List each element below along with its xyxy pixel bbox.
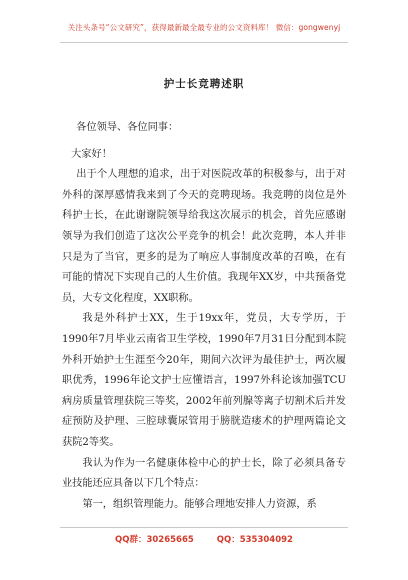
document-body	[62, 118, 346, 515]
greeting: 大家好！	[71, 148, 112, 160]
qq-group-text: QQ群：30265665	[115, 535, 194, 545]
header-divider	[60, 42, 348, 43]
footer-contact	[0, 533, 408, 545]
paragraph: 第一，组织管理能力。能够合理地安排人力资源，系	[82, 498, 317, 510]
qq-number-text: QQ：535304092	[216, 535, 293, 545]
paragraph: 我是外科护士XX，生于19xx年，党员，大专学历，于1990年7月毕业云南省卫生学校，1990年7月31日分配到本院外科开始护士生涯至今20年，期间六次评为最佳护士，两次履职优秀，1996年论文护士应懂语言，1997外科论该加强TCU病房质量管理获院三等奖，2002年前列腺等离子切割术后并发症预防及护理、三腔球囊尿管用于膀胱造瘘术的护理两篇论文获院2等奖。	[62, 313, 346, 448]
salutation: 各位领导、各位同事：	[76, 122, 179, 133]
paragraph: 出于个人理想的追求，出于对医院改革的积极参与，出于对外科的深厚感情我来到了今天的竞聘现场。我竞聘的岗位是外科护士长，在此谢谢院领导给我这次展示的机会，首先应感谢领导为我们创造了这次公平竞争的机会！此次竞聘，本人并非只是为了当官，更多的是为了响应人事制度改革的召唤，在有可能的情况下实现自己的人生价值。我现年XX岁，中共预备党员，大专文化程度，XX职称。	[62, 169, 346, 304]
document-title: 护士长竞聘述职	[163, 78, 245, 90]
header-notice: 关注头条号“公文研究”，获得最新最全最专业的公文资料库！ 微信：gongwenyj	[67, 23, 341, 32]
footer-divider	[60, 527, 348, 528]
paragraph: 我认为作为一名健康体检中心的护士长，除了必须具备专业技能还应具备以下几个特点：	[62, 457, 346, 490]
